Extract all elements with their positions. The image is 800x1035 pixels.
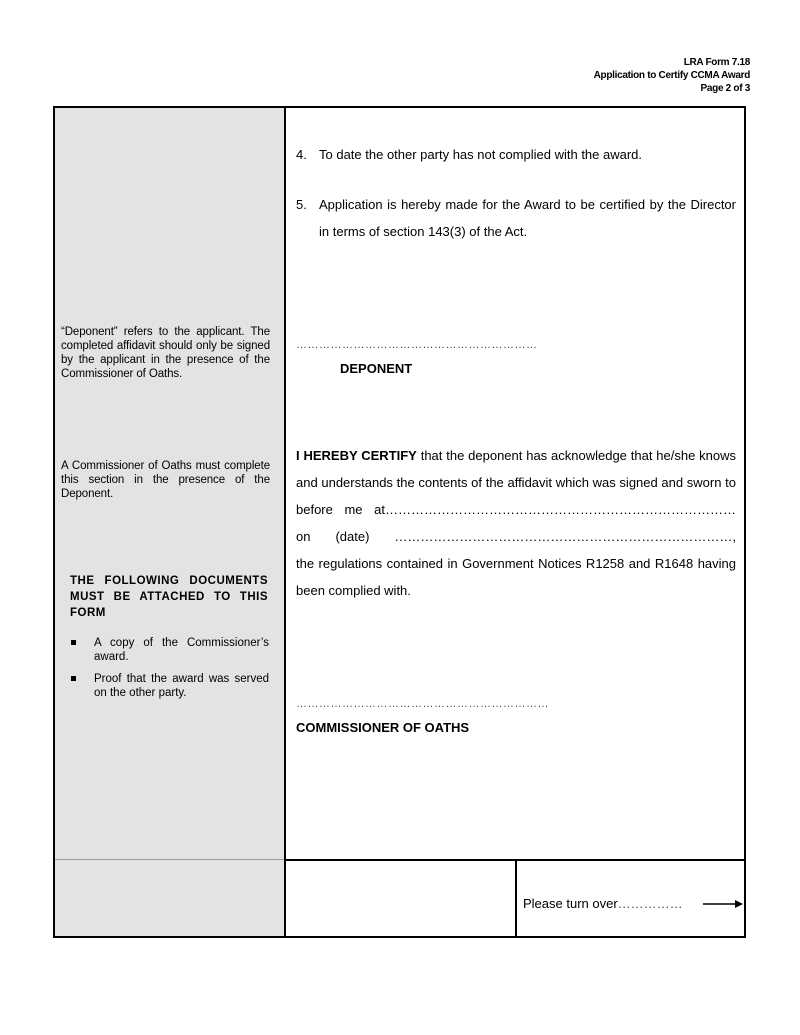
- turn-over-text: Please turn over: [523, 896, 618, 911]
- commissioner-signature-line[interactable]: …………………………………………………………: [296, 698, 549, 710]
- certify-line-text: that the deponent has acknowledge that he/she knows: [420, 448, 736, 463]
- certification-text: [296, 442, 736, 604]
- certify-line: the regulations contained in Government Notices R1258 and R1648 having: [296, 556, 736, 571]
- deponent-signature-line[interactable]: ………………………………………………………: [296, 339, 538, 351]
- page-number: Page 2 of 3: [700, 83, 750, 94]
- form-header: [594, 56, 750, 95]
- statement-item: [296, 191, 736, 245]
- commissioner-label: COMMISSIONER OF OATHS: [296, 720, 470, 735]
- form-number: LRA Form 7.18: [683, 57, 750, 68]
- bullet-icon: [71, 640, 76, 645]
- certify-line: been complied with.: [296, 583, 411, 598]
- instructions-sidebar: [55, 108, 286, 936]
- turn-over-note: [523, 896, 683, 911]
- statement-item: [296, 141, 736, 168]
- commissioner-note: A Commissioner of Oaths must complete this section in the presence of the Deponent.: [61, 460, 270, 500]
- turn-over-dots: ……………: [617, 896, 683, 911]
- form-title: Application to Certify CCMA Award: [593, 70, 750, 81]
- certify-line: and understands the contents of the affidavit which was signed and sworn to: [296, 475, 736, 490]
- form-frame: [53, 106, 746, 938]
- document-text: Proof that the award was served on the other party.: [94, 673, 269, 699]
- certify-line: [296, 442, 736, 469]
- item-text: To date the other party has not complied with the award.: [319, 147, 643, 162]
- list-item: [67, 636, 269, 664]
- form-footer: [286, 859, 744, 936]
- item-number: 5.: [296, 197, 307, 212]
- deponent-note: “Deponent” refers to the applicant. The completed affidavit should only be signed by the applicant in the presence of the Commissioner of Oaths.: [61, 326, 270, 380]
- bullet-icon: [71, 676, 76, 681]
- document-text: A copy of the Commissioner’s award.: [94, 637, 269, 663]
- certify-lead: I HEREBY CERTIFY: [296, 448, 417, 463]
- documents-list: [67, 636, 269, 708]
- documents-title: THE FOLLOWING DOCUMENTS MUST BE ATTACHED TO THIS FORM: [70, 575, 268, 619]
- place-field[interactable]: before me at………………………………………………………………………: [296, 502, 736, 517]
- sidebar-divider: [55, 859, 284, 860]
- list-item: [67, 672, 269, 700]
- affidavit-content: [286, 108, 744, 859]
- deponent-label: DEPONENT: [340, 361, 413, 376]
- item-number: 4.: [296, 147, 307, 162]
- date-field[interactable]: on (date) ……………………………………………………………………,: [296, 529, 736, 544]
- footer-blank-cell: [286, 861, 517, 936]
- item-text: Application is hereby made for the Award to be certified by the Director in terms of section 143(3) of the Act.: [319, 197, 736, 239]
- arrow-right-icon: [703, 897, 743, 911]
